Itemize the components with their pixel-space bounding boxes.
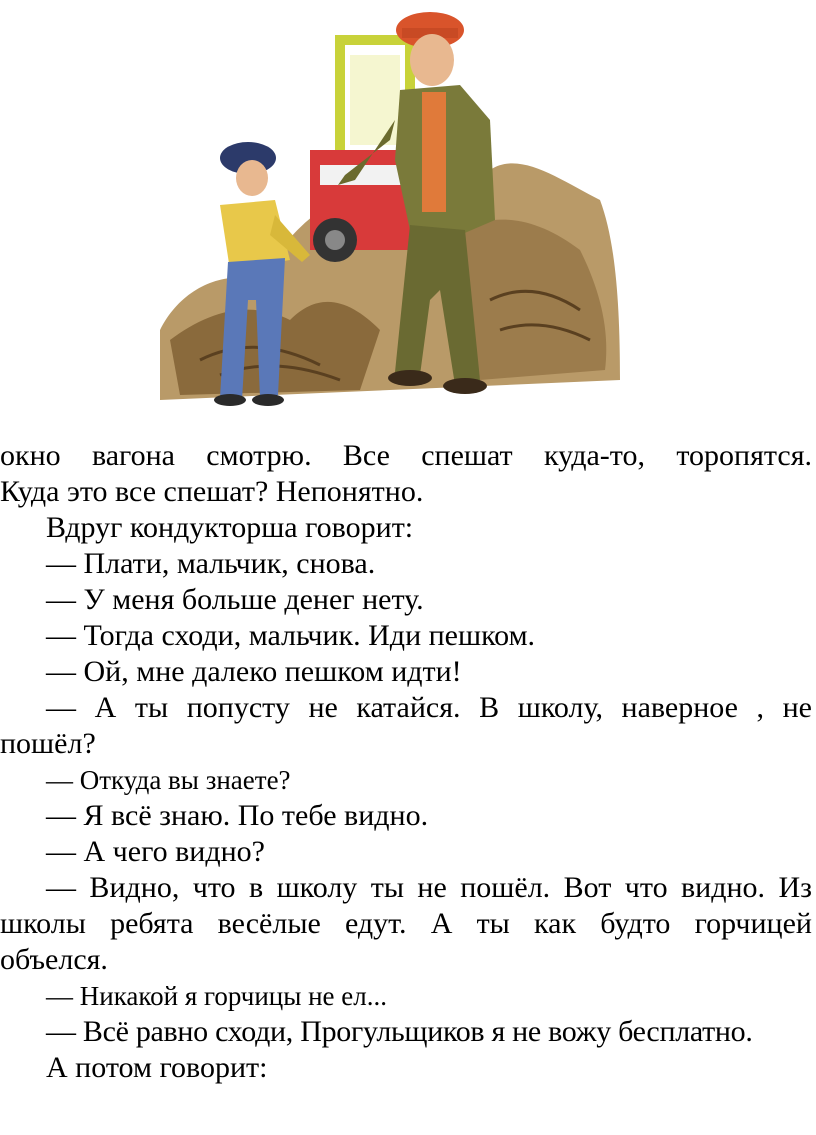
- text-line: окно вагона смотрю. Все спешат куда-то, торопятся.: [0, 439, 812, 472]
- illustration: [160, 0, 620, 410]
- text-line: — Тогда сходи, мальчик. Иди пешком.: [46, 619, 536, 652]
- text-line: — У меня больше денег нету.: [46, 583, 424, 616]
- text-line: — А чего видно?: [46, 835, 265, 868]
- story-text: [0, 438, 812, 1086]
- text-line: — Видно, что в школу ты не пошёл. Вот что видно. Из: [46, 871, 812, 904]
- text-line: пошёл?: [0, 727, 96, 760]
- text-line: Вдруг кондукторша говорит:: [46, 511, 414, 544]
- text-line: — Я всё знаю. По тебе видно.: [46, 799, 429, 832]
- text-line: — Всё равно сходи, Прогульщиков я не вожу бесплатно.: [46, 1015, 753, 1048]
- text-line: — Откуда вы знаете?: [46, 765, 291, 795]
- text-line: А потом говорит:: [46, 1051, 268, 1084]
- text-line: — А ты попусту не катайся. В школу, наверное , не: [46, 691, 812, 724]
- text-line: — Ой, мне далеко пешком идти!: [46, 655, 462, 688]
- text-line: объелся.: [0, 943, 108, 976]
- text-line: — Никакой я горчицы не ел...: [46, 981, 387, 1011]
- text-line: Куда это все спешат? Непонятно.: [0, 475, 424, 508]
- text-line: — Плати, мальчик, снова.: [46, 547, 376, 580]
- text-line: школы ребята весёлые едут. А ты как будто горчицей: [0, 907, 812, 940]
